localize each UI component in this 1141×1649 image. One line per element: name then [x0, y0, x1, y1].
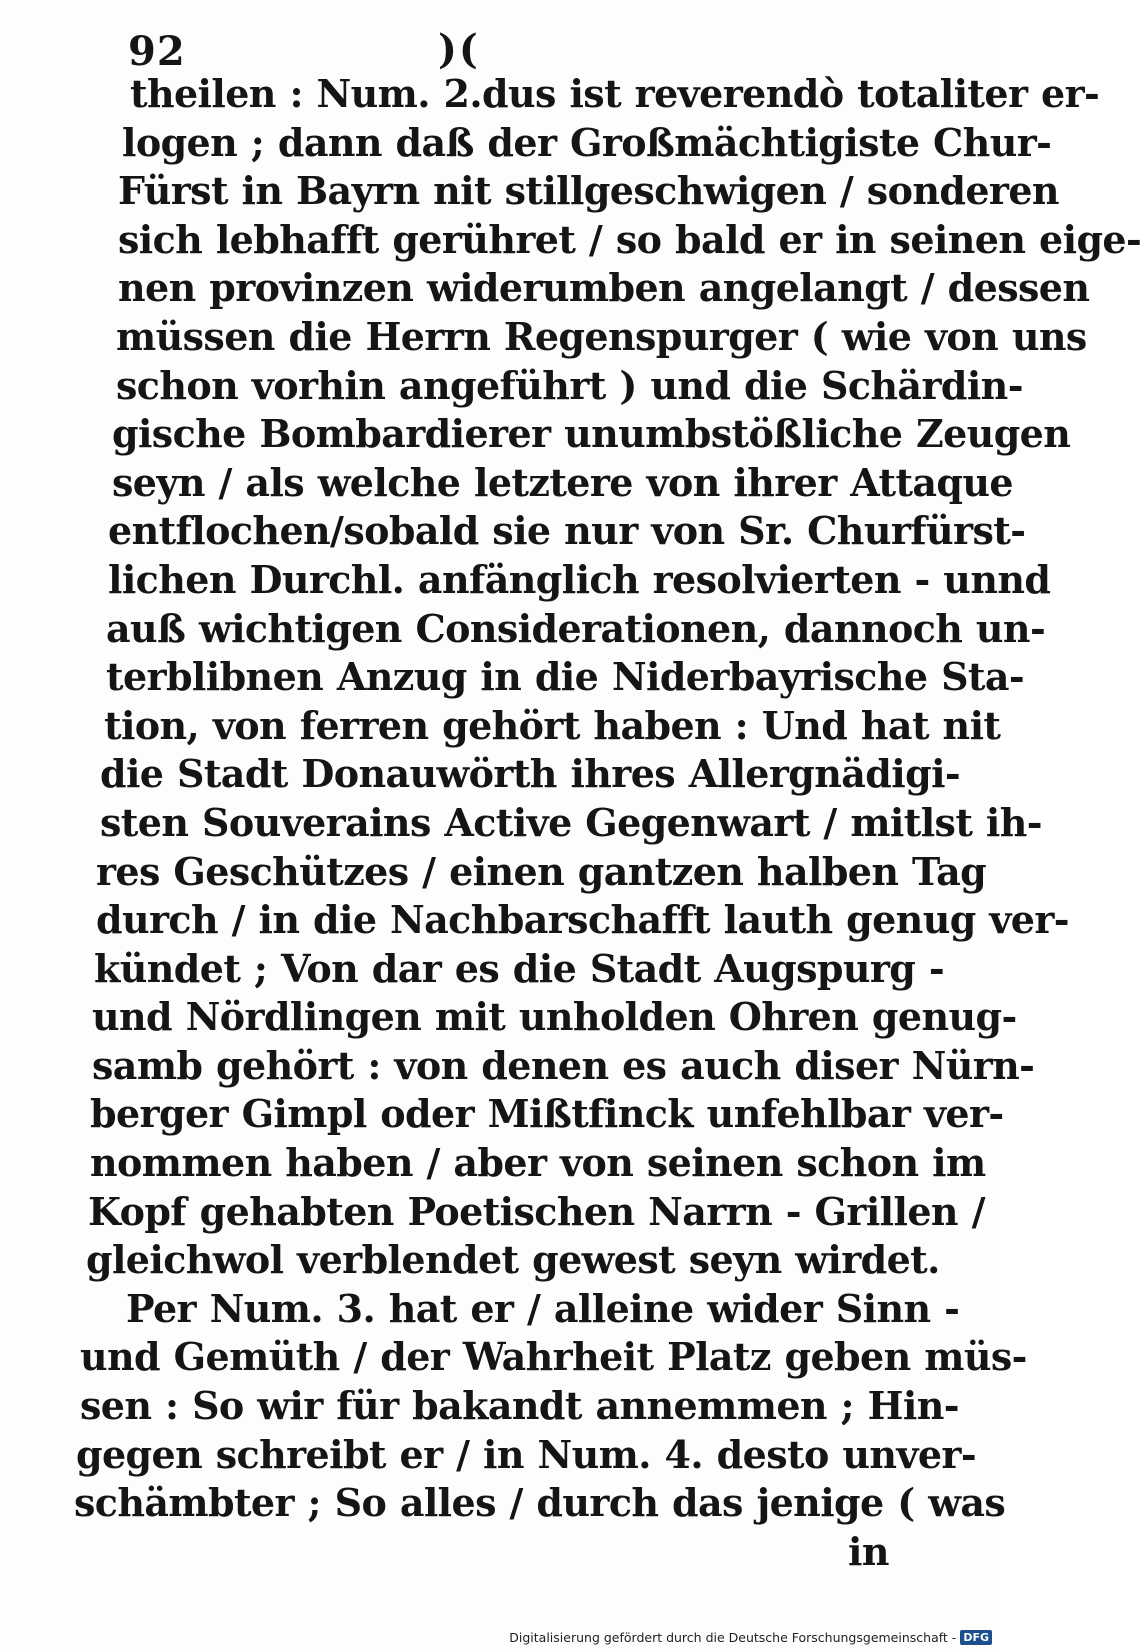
- text-line: Kopf gehabten Poetischen Narrn - Grillen /: [88, 1188, 985, 1234]
- text-line: die Stadt Donauwörth ihres Allergnädigi-: [100, 751, 961, 797]
- digitization-footer: [509, 1630, 992, 1645]
- text-line: durch / in die Nachbarschafft lauth genug ver-: [96, 897, 1069, 943]
- text-line: sich lebhafft gerühret / so bald er in seinen eige-: [118, 216, 1141, 262]
- text-line: auß wichtigen Considerationen, dannoch un-: [106, 605, 1046, 651]
- text-line: schon vorhin angeführt ) und die Schärdin-: [116, 362, 1023, 408]
- footer-text: Digitalisierung gefördert durch die Deutsche Forschungsgemeinschaft -: [509, 1630, 957, 1645]
- text-line: müssen die Herrn Regenspurger ( wie von uns: [116, 313, 1087, 359]
- header-ornament: )(: [438, 26, 480, 73]
- text-line: logen ; dann daß der Großmächtigiste Chur-: [122, 119, 1052, 165]
- text-line: sten Souverains Active Gegenwart / mitlst ih-: [100, 799, 1042, 845]
- text-line: samb gehört : von denen es auch diser Nürn-: [92, 1042, 1035, 1088]
- text-line: theilen : Num. 2.dus ist reverendò totaliter er-: [130, 71, 1100, 116]
- text-line: Per Num. 3. hat er / alleine wider Sinn -: [126, 1285, 960, 1331]
- text-line: terblibnen Anzug in die Niderbayrische Sta-: [106, 654, 1025, 700]
- text-line: kündet ; Von dar es die Stadt Augspurg -: [94, 945, 945, 991]
- text-line: seyn / als welche letztere von ihrer Attaque: [112, 459, 1014, 505]
- text-line: und Gemüth / der Wahrheit Platz geben müs-: [80, 1334, 1027, 1380]
- text-line: nen provinzen widerumben angelangt / dessen: [118, 265, 1090, 311]
- text-line: gleichwol verblendet gewest seyn wirdet.: [86, 1237, 940, 1283]
- text-line: und Nördlingen mit unholden Ohren genug-: [92, 994, 1017, 1040]
- text-line: gische Bombardierer unumbstößliche Zeugen: [112, 411, 1071, 457]
- text-line: entflochen/sobald sie nur von Sr. Churfürst-: [108, 508, 1026, 554]
- text-line: res Geschützes / einen gantzen halben Tag: [96, 848, 987, 894]
- dfg-logo: DFG: [960, 1630, 992, 1645]
- text-line: sen : So wir für bakandt annemmen ; Hin-: [80, 1383, 959, 1429]
- text-line: Fürst in Bayrn nit stillgeschwigen / sonderen: [118, 168, 1059, 214]
- text-line: tion, von ferren gehört haben : Und hat nit: [104, 702, 1001, 748]
- body-text: [72, 70, 1141, 1576]
- text-line: schämbter ; So alles / durch das jenige ( was: [74, 1480, 1006, 1526]
- text-line: berger Gimpl oder Mißtfinck unfehlbar ver-: [90, 1091, 1004, 1137]
- text-line: nommen haben / aber von seinen schon im: [90, 1140, 986, 1186]
- text-line: lichen Durchl. anfänglich resolvierten - unnd: [108, 556, 1051, 602]
- page-number: 92: [128, 28, 186, 75]
- text-line: gegen schreibt er / in Num. 4. desto unver-: [76, 1431, 977, 1477]
- catchword: in: [848, 1528, 889, 1574]
